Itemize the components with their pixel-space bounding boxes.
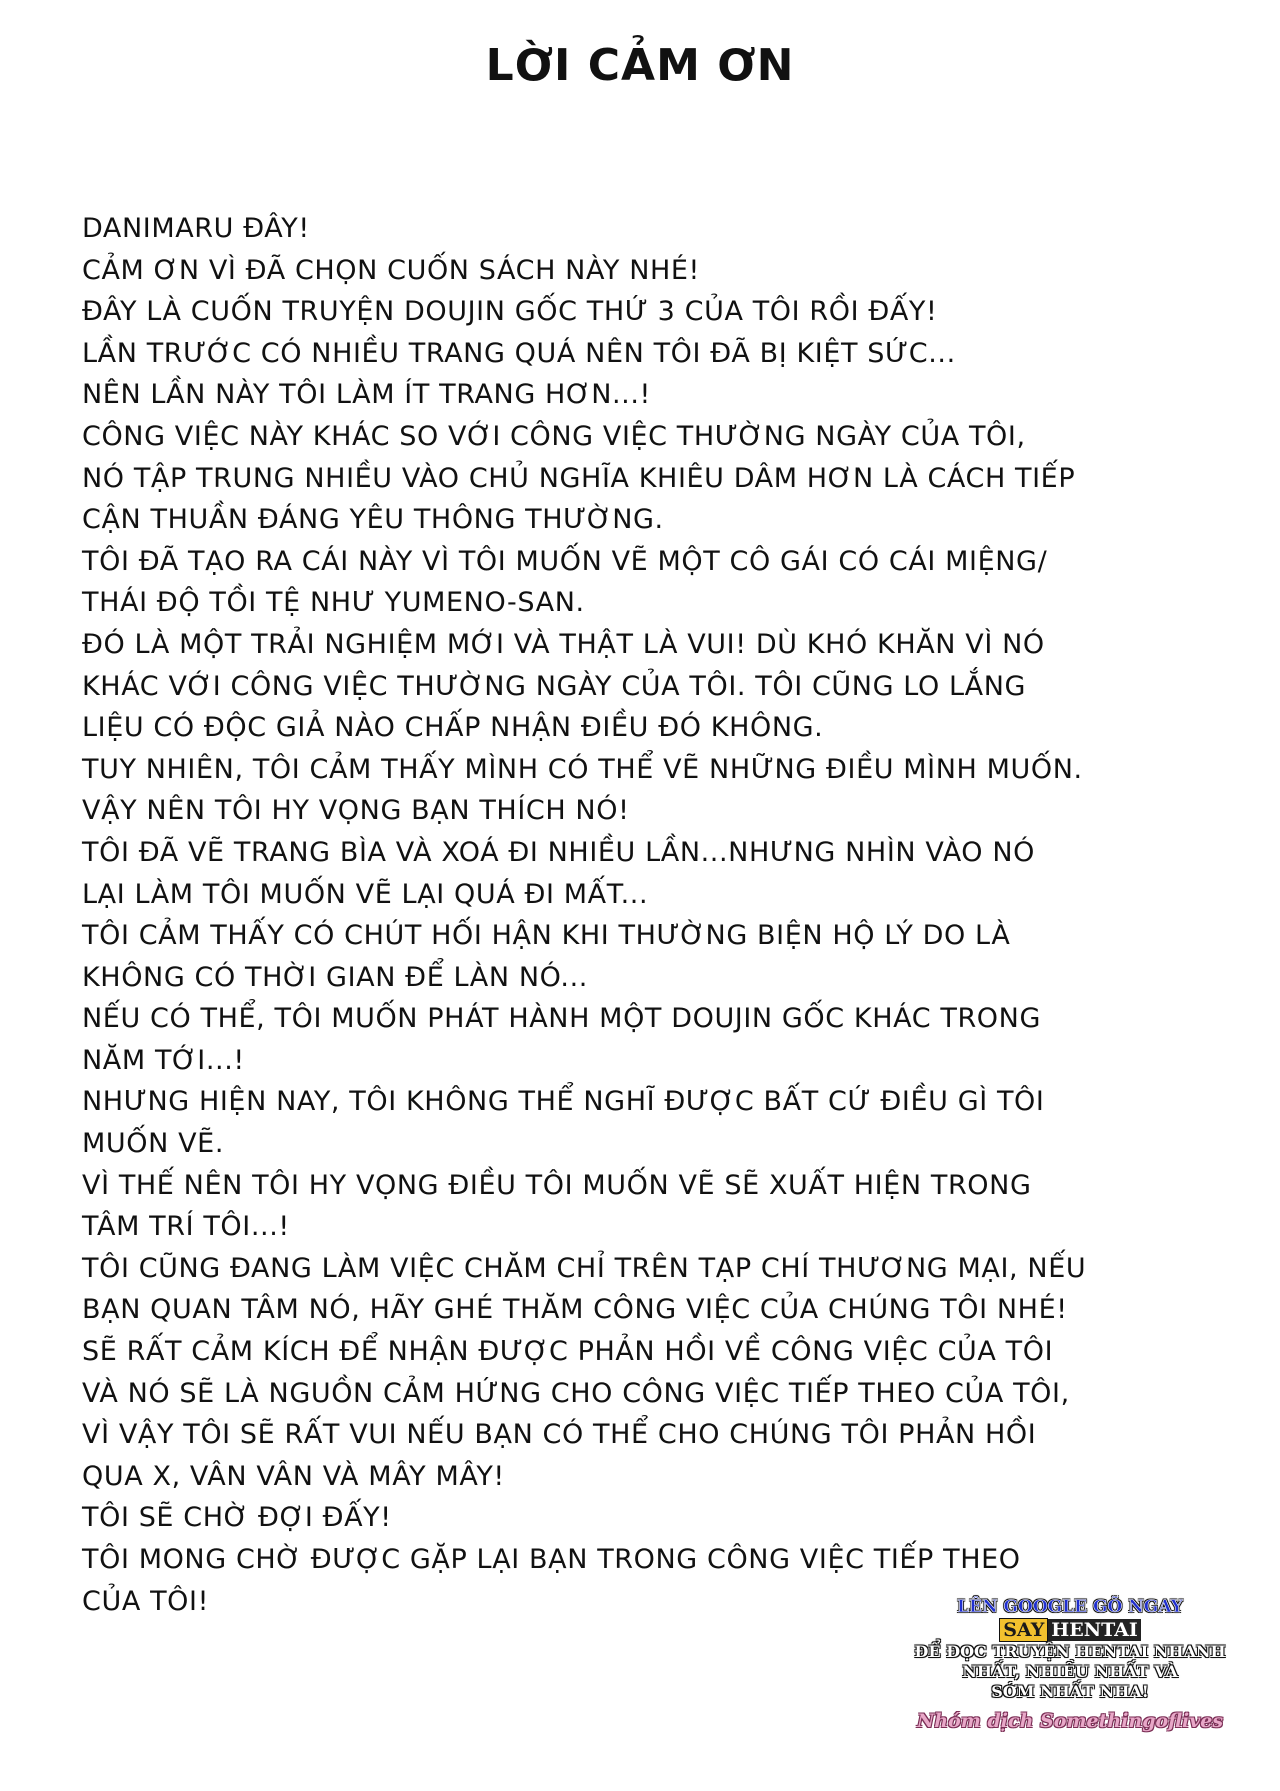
text-line: TÔI ĐÃ TẠO RA CÁI NÀY VÌ TÔI MUỐN VẼ MỘT CÔ GÁI CÓ CÁI MIỆNG/	[82, 545, 1048, 577]
text-line: VÌ THẾ NÊN TÔI HY VỌNG ĐIỀU TÔI MUỐN VẼ SẼ XUẤT HIỆN TRONG	[82, 1169, 1032, 1201]
text-line: TÔI CŨNG ĐANG LÀM VIỆC CHĂM CHỈ TRÊN TẠP CHÍ THƯƠNG MẠI, NẾU	[82, 1252, 1087, 1284]
text-line: CỦA TÔI!	[82, 1585, 209, 1617]
translator-credit: Nhóm dịch Somethingoflives	[916, 1710, 1224, 1732]
text-line: MUỐN VẼ.	[82, 1128, 225, 1160]
text-line: TÂM TRÍ TÔI...!	[82, 1211, 290, 1243]
text-line: CẢM ƠN VÌ ĐÃ CHỌN CUỐN SÁCH NÀY NHÉ!	[82, 254, 700, 286]
text-line: SẼ RẤT CẢM KÍCH ĐỂ NHẬN ĐƯỢC PHẢN HỒI VỀ CÔNG VIỆC CỦA TÔI	[82, 1336, 1054, 1368]
text-line: THÁI ĐỘ TỒI TỆ NHƯ YUMENO-SAN.	[82, 587, 585, 619]
afterword-text	[82, 208, 1212, 1622]
text-line: CÔNG VIỆC NÀY KHÁC SO VỚI CÔNG VIỆC THƯỜNG NGÀY CỦA TÔI,	[82, 420, 1026, 452]
text-line: TUY NHIÊN, TÔI CẢM THẤY MÌNH CÓ THỂ VẼ NHỮNG ĐIỀU MÌNH MUỐN.	[82, 753, 1083, 785]
text-line: KHÔNG CÓ THỜI GIAN ĐỂ LÀN NÓ...	[82, 961, 588, 993]
text-line: LẠI LÀM TÔI MUỐN VẼ LẠI QUÁ ĐI MẤT...	[82, 878, 649, 910]
promo-brand	[880, 1618, 1260, 1642]
text-line: TÔI SẼ CHỜ ĐỢI ĐẤY!	[82, 1502, 392, 1534]
text-line: ĐÓ LÀ MỘT TRẢI NGHIỆM MỚI VÀ THẬT LÀ VUI! DÙ KHÓ KHĂN VÌ NÓ	[82, 628, 1045, 660]
text-line: DANIMARU ĐÂY!	[82, 213, 310, 244]
text-line: VÀ NÓ SẼ LÀ NGUỒN CẢM HỨNG CHO CÔNG VIỆC TIẾP THEO CỦA TÔI,	[82, 1377, 1070, 1409]
text-line: NĂM TỚI...!	[82, 1044, 245, 1076]
promo-line-1: LÊN GOOGLE GÕ NGAY	[957, 1597, 1183, 1617]
text-line: NHƯNG HIỆN NAY, TÔI KHÔNG THỂ NGHĨ ĐƯỢC BẤT CỨ ĐIỀU GÌ TÔI	[82, 1086, 1045, 1118]
text-line: VẬY NÊN TÔI HY VỌNG BẠN THÍCH NÓ!	[82, 795, 630, 827]
text-line: KHÁC VỚI CÔNG VIỆC THƯỜNG NGÀY CỦA TÔI. TÔI CŨNG LO LẮNG	[82, 670, 1027, 702]
text-line: LIỆU CÓ ĐỘC GIẢ NÀO CHẤP NHẬN ĐIỀU ĐÓ KHÔNG.	[82, 712, 824, 744]
promo-watermark	[880, 1596, 1260, 1732]
text-line: QUA X, VÂN VÂN VÀ MÂY MÂY!	[82, 1460, 505, 1492]
text-line: TÔI MONG CHỜ ĐƯỢC GẶP LẠI BẠN TRONG CÔNG VIỆC TIẾP THEO	[82, 1544, 1021, 1575]
promo-line-5: SỚM NHẤT NHA!	[991, 1682, 1149, 1701]
text-line: TÔI CẢM THẤY CÓ CHÚT HỐI HẬN KHI THƯỜNG BIỆN HỘ LÝ DO LÀ	[82, 920, 1011, 952]
text-line: BẠN QUAN TÂM NÓ, HÃY GHÉ THĂM CÔNG VIỆC CỦA CHÚNG TÔI NHÉ!	[82, 1294, 1068, 1326]
promo-brand-say: SAY	[999, 1618, 1048, 1642]
text-line: LẦN TRƯỚC CÓ NHIỀU TRANG QUÁ NÊN TÔI ĐÃ BỊ KIỆT SỨC...	[82, 337, 956, 369]
text-line: ĐÂY LÀ CUỐN TRUYỆN DOUJIN GỐC THỨ 3 CỦA TÔI RỒI ĐẤY!	[82, 296, 938, 328]
text-line: NÓ TẬP TRUNG NHIỀU VÀO CHỦ NGHĨA KHIÊU DÂM HƠN LÀ CÁCH TIẾP	[82, 462, 1076, 494]
page-title: LỜI CẢM ƠN	[485, 40, 795, 91]
promo-line-4: NHẤT, NHIỀU NHẤT VÀ	[962, 1662, 1178, 1681]
text-line: CẬN THUẦN ĐÁNG YÊU THÔNG THƯỜNG.	[82, 504, 664, 536]
promo-line-3: ĐỂ ĐỌC TRUYỆN HENTAI NHANH	[914, 1642, 1226, 1661]
text-line: NẾU CÓ THỂ, TÔI MUỐN PHÁT HÀNH MỘT DOUJIN GỐC KHÁC TRONG	[82, 1003, 1041, 1035]
text-line: VÌ VẬY TÔI SẼ RẤT VUI NẾU BẠN CÓ THỂ CHO CHÚNG TÔI PHẢN HỒI	[82, 1419, 1037, 1451]
text-line: NÊN LẦN NÀY TÔI LÀM ÍT TRANG HƠN...!	[82, 379, 651, 411]
promo-brand-hentai: HENTAI	[1048, 1619, 1141, 1641]
text-line: TÔI ĐÃ VẼ TRANG BÌA VÀ XOÁ ĐI NHIỀU LẦN...NHƯNG NHÌN VÀO NÓ	[82, 836, 1035, 868]
